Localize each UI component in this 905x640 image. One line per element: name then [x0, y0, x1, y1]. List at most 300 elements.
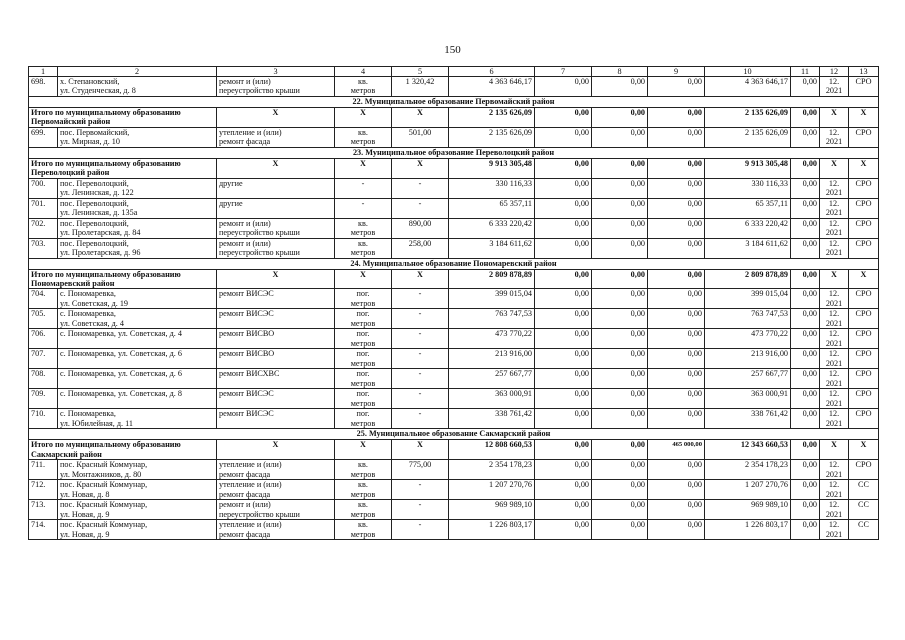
row-number: 704. [29, 289, 58, 309]
address-cell-line: пос. Переволоцкий, [60, 178, 129, 188]
column-number: 8 [592, 67, 648, 77]
unit-cell-line: кв. [358, 218, 368, 228]
table-row [29, 329, 879, 349]
subtotal-cell: X [820, 108, 849, 128]
work-type-cell [217, 127, 335, 147]
value-cell: 0,00 [791, 309, 820, 329]
section-title: 23. Муниципальное образование Переволоцкий район [29, 147, 879, 158]
value-cell: 0,00 [791, 178, 820, 198]
unit-cell-line: метров [350, 248, 376, 258]
value-cell: 0,00 [791, 389, 820, 409]
subtotal-row [29, 440, 879, 460]
value-cell: 0,00 [648, 309, 705, 329]
unit-cell [335, 77, 392, 97]
method-cell: СРО [849, 289, 879, 309]
subtotal-cell: X [820, 158, 849, 178]
column-number: 4 [335, 67, 392, 77]
period-cell-line: 12. [828, 409, 840, 419]
work-type-cell-line: ремонт ВИСВО [219, 349, 275, 359]
work-type-cell-line: утепление и (или) [219, 520, 282, 530]
value-cell: 0,00 [648, 127, 705, 147]
address-cell-line: ул. Пролетарская, д. 84 [60, 228, 141, 238]
unit-cell-line: метров [350, 418, 376, 428]
work-type-cell [217, 369, 335, 389]
unit-cell [335, 480, 392, 500]
period-cell-line: 2021 [825, 489, 843, 499]
value-cell: 0,00 [648, 329, 705, 349]
unit-cell-line: кв. [358, 127, 368, 137]
value-cell: 0,00 [648, 460, 705, 480]
address-cell-line: с. Пономаревка, ул. Советская, д. 4 [60, 329, 182, 339]
section-title: 22. Муниципальное образование Первомайский район [29, 97, 879, 108]
column-number: 1 [29, 67, 58, 77]
value-cell: 0,00 [648, 289, 705, 309]
period-cell [820, 389, 849, 409]
work-type-cell-line: ремонт фасада [219, 489, 271, 499]
subtotal-cell: X [217, 158, 335, 178]
quantity-cell: - [392, 289, 449, 309]
subtotal-cell: 465 000,00 [648, 440, 705, 460]
subtotal-cell: X [849, 440, 879, 460]
unit-cell-line: пог. [356, 329, 370, 339]
cost-cell: 1 226 803,17 [705, 520, 791, 540]
subtotal-amount: 2 135 626,09 [449, 108, 535, 128]
cost-cell: 338 761,42 [449, 409, 535, 429]
subtotal-cell: X [335, 269, 392, 289]
row-number: 711. [29, 460, 58, 480]
period-cell [820, 178, 849, 198]
subtotal-label: Итого по муниципальному образованию Переволоцкий район [29, 158, 217, 178]
unit-cell [335, 127, 392, 147]
value-cell: 0,00 [648, 218, 705, 238]
value-cell: 0,00 [535, 77, 592, 97]
value-cell: 0,00 [791, 349, 820, 369]
table-row [29, 349, 879, 369]
value-cell: 0,00 [592, 127, 648, 147]
value-cell: 0,00 [592, 500, 648, 520]
period-cell [820, 127, 849, 147]
value-cell: 0,00 [592, 369, 648, 389]
work-type-cell [217, 409, 335, 429]
row-number: 701. [29, 198, 58, 218]
period-cell-line: 2021 [825, 86, 843, 96]
work-type-cell [217, 198, 335, 218]
unit-cell-line: метров [350, 137, 376, 147]
period-cell-line: 12. [828, 127, 840, 137]
address-cell [58, 389, 217, 409]
method-cell: СС [849, 480, 879, 500]
work-type-cell-line: утепление и (или) [219, 127, 282, 137]
unit-cell-line: кв. [358, 520, 368, 530]
work-type-cell-line: ремонт и (или) [219, 500, 271, 510]
cost-cell: 1 226 803,17 [449, 520, 535, 540]
work-type-cell-line: переустройство крыши [219, 228, 300, 238]
unit-cell-line: пог. [356, 289, 370, 299]
subtotal-amount: 2 809 878,89 [705, 269, 791, 289]
cost-cell: 330 116,33 [705, 178, 791, 198]
value-cell: 0,00 [592, 218, 648, 238]
address-cell-line: ул. Ленинская, д. 122 [60, 188, 134, 198]
subtotal-amount: 2 809 878,89 [449, 269, 535, 289]
subtotal-cell: X [392, 158, 449, 178]
period-cell-line: 12. [828, 218, 840, 228]
value-cell: 0,00 [592, 349, 648, 369]
row-number: 698. [29, 77, 58, 97]
quantity-cell: - [392, 389, 449, 409]
address-cell [58, 218, 217, 238]
row-number: 703. [29, 238, 58, 258]
unit-cell-line: метров [350, 358, 376, 368]
period-cell-line: 12. [828, 460, 840, 470]
table-row [29, 480, 879, 500]
period-cell [820, 198, 849, 218]
value-cell: 0,00 [535, 309, 592, 329]
address-cell-line: ул. Ленинская, д. 135а [60, 208, 138, 218]
value-cell: 0,00 [592, 289, 648, 309]
cost-cell: 363 000,91 [449, 389, 535, 409]
row-number: 709. [29, 389, 58, 409]
subtotal-cell: X [217, 440, 335, 460]
row-number: 708. [29, 369, 58, 389]
cost-cell: 969 989,10 [449, 500, 535, 520]
period-cell-line: 2021 [825, 248, 843, 258]
table-row [29, 127, 879, 147]
work-type-cell-line: ремонт и (или) [219, 218, 271, 228]
subtotal-cell: 0,00 [791, 158, 820, 178]
quantity-cell: - [392, 178, 449, 198]
value-cell: 0,00 [592, 309, 648, 329]
subtotal-label: Итого по муниципальному образованию Пономаревский район [29, 269, 217, 289]
quantity-cell: 775,00 [392, 460, 449, 480]
address-cell-line: ул. Пролетарская, д. 96 [60, 248, 141, 258]
value-cell: 0,00 [535, 460, 592, 480]
section-title: 25. Муниципальное образование Сакмарский район [29, 429, 879, 440]
cost-cell: 2 135 626,09 [705, 127, 791, 147]
method-cell: СС [849, 500, 879, 520]
period-cell-line: 12. [828, 500, 840, 510]
subtotal-amount: 9 913 305,48 [449, 158, 535, 178]
table-row [29, 500, 879, 520]
table-row [29, 309, 879, 329]
address-cell-line: с. Пономаревка, [60, 409, 116, 419]
section-header-row [29, 97, 879, 108]
value-cell: 0,00 [592, 77, 648, 97]
quantity-cell: - [392, 500, 449, 520]
unit-cell-line: кв. [358, 500, 368, 510]
cost-cell: 763 747,53 [449, 309, 535, 329]
period-cell-line: 2021 [825, 378, 843, 388]
period-cell-line: 2021 [825, 188, 843, 198]
work-type-cell-line: переустройство крыши [219, 86, 300, 96]
address-cell-line: с. Пономаревка, [60, 289, 116, 299]
cost-cell: 2 354 178,23 [449, 460, 535, 480]
quantity-cell: 501,00 [392, 127, 449, 147]
subtotal-cell: X [217, 269, 335, 289]
value-cell: 0,00 [791, 198, 820, 218]
section-header-row [29, 429, 879, 440]
quantity-cell: - [392, 520, 449, 540]
cost-cell: 969 989,10 [705, 500, 791, 520]
period-cell-line: 12. [828, 198, 840, 208]
table-row [29, 77, 879, 97]
unit-cell [335, 178, 392, 198]
work-type-cell-line: утепление и (или) [219, 460, 282, 470]
table-row [29, 520, 879, 540]
period-cell [820, 289, 849, 309]
period-cell-line: 2021 [825, 137, 843, 147]
value-cell: 0,00 [791, 409, 820, 429]
unit-cell [335, 460, 392, 480]
period-cell [820, 329, 849, 349]
unit-cell-line: пог. [356, 309, 370, 319]
cost-cell: 473 770,22 [449, 329, 535, 349]
unit-cell-line: - [361, 198, 365, 208]
value-cell: 0,00 [648, 349, 705, 369]
column-number: 13 [849, 67, 879, 77]
period-cell-line: 12. [828, 520, 840, 530]
work-type-cell-line: ремонт фасада [219, 469, 271, 479]
section-header-row [29, 258, 879, 269]
value-cell: 0,00 [592, 329, 648, 349]
value-cell: 0,00 [592, 520, 648, 540]
cost-cell: 338 761,42 [705, 409, 791, 429]
address-cell [58, 480, 217, 500]
table-row [29, 198, 879, 218]
unit-cell-line: кв. [358, 238, 368, 248]
value-cell: 0,00 [535, 520, 592, 540]
period-cell-line: 2021 [825, 529, 843, 539]
unit-cell-line: кв. [358, 77, 368, 86]
subtotal-cell: X [849, 269, 879, 289]
value-cell: 0,00 [592, 389, 648, 409]
period-cell [820, 77, 849, 97]
value-cell: 0,00 [648, 369, 705, 389]
address-cell [58, 127, 217, 147]
address-cell-line: с. Пономаревка, ул. Советская, д. 6 [60, 349, 182, 359]
work-type-cell-line: ремонт фасада [219, 137, 271, 147]
row-number: 710. [29, 409, 58, 429]
method-cell: СРО [849, 309, 879, 329]
address-cell-line: пос. Переволоцкий, [60, 238, 129, 248]
period-cell-line: 2021 [825, 318, 843, 328]
method-cell: СРО [849, 238, 879, 258]
work-type-cell-line: ремонт ВИСЭС [219, 289, 274, 299]
unit-cell-line: метров [350, 318, 376, 328]
cost-cell: 257 667,77 [705, 369, 791, 389]
value-cell: 0,00 [648, 198, 705, 218]
value-cell: 0,00 [791, 289, 820, 309]
work-type-cell-line: ремонт ВИСЭС [219, 389, 274, 399]
period-cell-line: 2021 [825, 208, 843, 218]
value-cell: 0,00 [791, 238, 820, 258]
table-row [29, 238, 879, 258]
subtotal-amount: 2 135 626,09 [705, 108, 791, 128]
value-cell: 0,00 [535, 218, 592, 238]
subtotal-cell: 0,00 [592, 269, 648, 289]
value-cell: 0,00 [791, 329, 820, 349]
period-cell-line: 2021 [825, 298, 843, 308]
unit-cell-line: метров [350, 228, 376, 238]
method-cell: СС [849, 520, 879, 540]
period-cell-line: 2021 [825, 338, 843, 348]
value-cell: 0,00 [648, 178, 705, 198]
address-cell-line: ул. Монтажников, д. 80 [60, 469, 142, 479]
address-cell-line: с. Пономаревка, ул. Советская, д. 6 [60, 369, 182, 379]
value-cell: 0,00 [592, 178, 648, 198]
address-cell-line: ул. Новая, д. 9 [60, 529, 110, 539]
table-row [29, 369, 879, 389]
subtotal-cell: 0,00 [648, 269, 705, 289]
subtotal-cell: X [392, 108, 449, 128]
column-number: 3 [217, 67, 335, 77]
subtotal-cell: 0,00 [648, 158, 705, 178]
period-cell [820, 460, 849, 480]
cost-cell: 3 184 611,62 [449, 238, 535, 258]
subtotal-cell: X [392, 440, 449, 460]
value-cell: 0,00 [535, 289, 592, 309]
period-cell [820, 369, 849, 389]
value-cell: 0,00 [648, 77, 705, 97]
subtotal-cell: 0,00 [791, 440, 820, 460]
value-cell: 0,00 [791, 218, 820, 238]
subtotal-label: Итого по муниципальному образованию Сакмарский район [29, 440, 217, 460]
subtotal-amount: 12 343 660,53 [705, 440, 791, 460]
row-number: 714. [29, 520, 58, 540]
cost-cell: 2 354 178,23 [705, 460, 791, 480]
work-type-cell-line: ремонт и (или) [219, 77, 271, 86]
cost-cell: 399 015,04 [449, 289, 535, 309]
method-cell: СРО [849, 389, 879, 409]
column-number: 11 [791, 67, 820, 77]
cost-cell: 1 207 270,76 [705, 480, 791, 500]
column-number: 6 [449, 67, 535, 77]
unit-cell-line: пог. [356, 389, 370, 399]
work-type-cell-line: другие [219, 178, 243, 188]
value-cell: 0,00 [791, 520, 820, 540]
value-cell: 0,00 [535, 389, 592, 409]
value-cell: 0,00 [592, 460, 648, 480]
unit-cell [335, 409, 392, 429]
period-cell [820, 349, 849, 369]
work-type-cell [217, 77, 335, 97]
unit-cell [335, 389, 392, 409]
method-cell: СРО [849, 349, 879, 369]
method-cell: СРО [849, 178, 879, 198]
value-cell: 0,00 [648, 520, 705, 540]
period-cell [820, 500, 849, 520]
cost-cell: 6 333 220,42 [705, 218, 791, 238]
address-cell [58, 198, 217, 218]
value-cell: 0,00 [648, 500, 705, 520]
table-row [29, 218, 879, 238]
subtotal-cell: 0,00 [535, 108, 592, 128]
subtotal-cell: 0,00 [592, 158, 648, 178]
address-cell-line: пос. Красный Коммунар, [60, 480, 148, 490]
unit-cell [335, 329, 392, 349]
value-cell: 0,00 [535, 500, 592, 520]
value-cell: 0,00 [791, 127, 820, 147]
work-type-cell-line: ремонт ВИСЭС [219, 309, 274, 319]
quantity-cell: - [392, 369, 449, 389]
row-number: 702. [29, 218, 58, 238]
address-cell-line: с. Пономаревка, ул. Советская, д. 8 [60, 389, 182, 399]
work-type-cell-line: ремонт ВИСХВС [219, 369, 280, 379]
method-cell: СРО [849, 369, 879, 389]
method-cell: СРО [849, 329, 879, 349]
cost-cell: 1 207 270,76 [449, 480, 535, 500]
cost-cell: 330 116,33 [449, 178, 535, 198]
unit-cell-line: кв. [358, 460, 368, 470]
row-number: 705. [29, 309, 58, 329]
column-number: 7 [535, 67, 592, 77]
work-type-cell [217, 178, 335, 198]
value-cell: 0,00 [791, 480, 820, 500]
cost-cell: 65 357,11 [705, 198, 791, 218]
column-number: 2 [58, 67, 217, 77]
address-cell-line: ул. Советская, д. 19 [60, 298, 129, 308]
address-cell [58, 289, 217, 309]
address-cell [58, 238, 217, 258]
subtotal-label: Итого по муниципальному образованию Первомайский район [29, 108, 217, 128]
address-cell-line: пос. Красный Коммунар, [60, 500, 148, 510]
cost-cell: 763 747,53 [705, 309, 791, 329]
unit-cell [335, 198, 392, 218]
cost-cell: 363 000,91 [705, 389, 791, 409]
table-row [29, 389, 879, 409]
method-cell: СРО [849, 460, 879, 480]
page-number: 150 [444, 44, 461, 56]
work-type-cell [217, 329, 335, 349]
period-cell [820, 520, 849, 540]
subtotal-cell: 0,00 [592, 108, 648, 128]
address-cell [58, 409, 217, 429]
table-row [29, 460, 879, 480]
period-cell [820, 218, 849, 238]
work-type-cell [217, 218, 335, 238]
period-cell-line: 2021 [825, 358, 843, 368]
value-cell: 0,00 [791, 460, 820, 480]
subtotal-cell: 0,00 [592, 440, 648, 460]
work-type-cell [217, 349, 335, 369]
section-header-row [29, 147, 879, 158]
period-cell [820, 238, 849, 258]
subtotal-cell: 0,00 [648, 108, 705, 128]
work-type-cell [217, 389, 335, 409]
value-cell: 0,00 [535, 329, 592, 349]
method-cell: СРО [849, 77, 879, 97]
period-cell [820, 409, 849, 429]
address-cell-line: ул. Мирная, д. 10 [60, 137, 120, 147]
subtotal-cell: X [335, 158, 392, 178]
work-type-cell-line: утепление и (или) [219, 480, 282, 490]
cost-cell: 6 333 220,42 [449, 218, 535, 238]
address-cell [58, 500, 217, 520]
period-cell-line: 2021 [825, 398, 843, 408]
period-cell-line: 12. [828, 369, 840, 379]
row-number: 699. [29, 127, 58, 147]
subtotal-amount: 9 913 305,48 [705, 158, 791, 178]
unit-cell [335, 520, 392, 540]
address-cell-line: х. Степановский, [60, 77, 120, 86]
section-title: 24. Муниципальное образование Пономаревский район [29, 258, 879, 269]
unit-cell-line: метров [350, 398, 376, 408]
value-cell: 0,00 [535, 127, 592, 147]
value-cell: 0,00 [592, 409, 648, 429]
unit-cell-line: пог. [356, 369, 370, 379]
address-cell [58, 349, 217, 369]
value-cell: 0,00 [535, 198, 592, 218]
address-cell [58, 329, 217, 349]
